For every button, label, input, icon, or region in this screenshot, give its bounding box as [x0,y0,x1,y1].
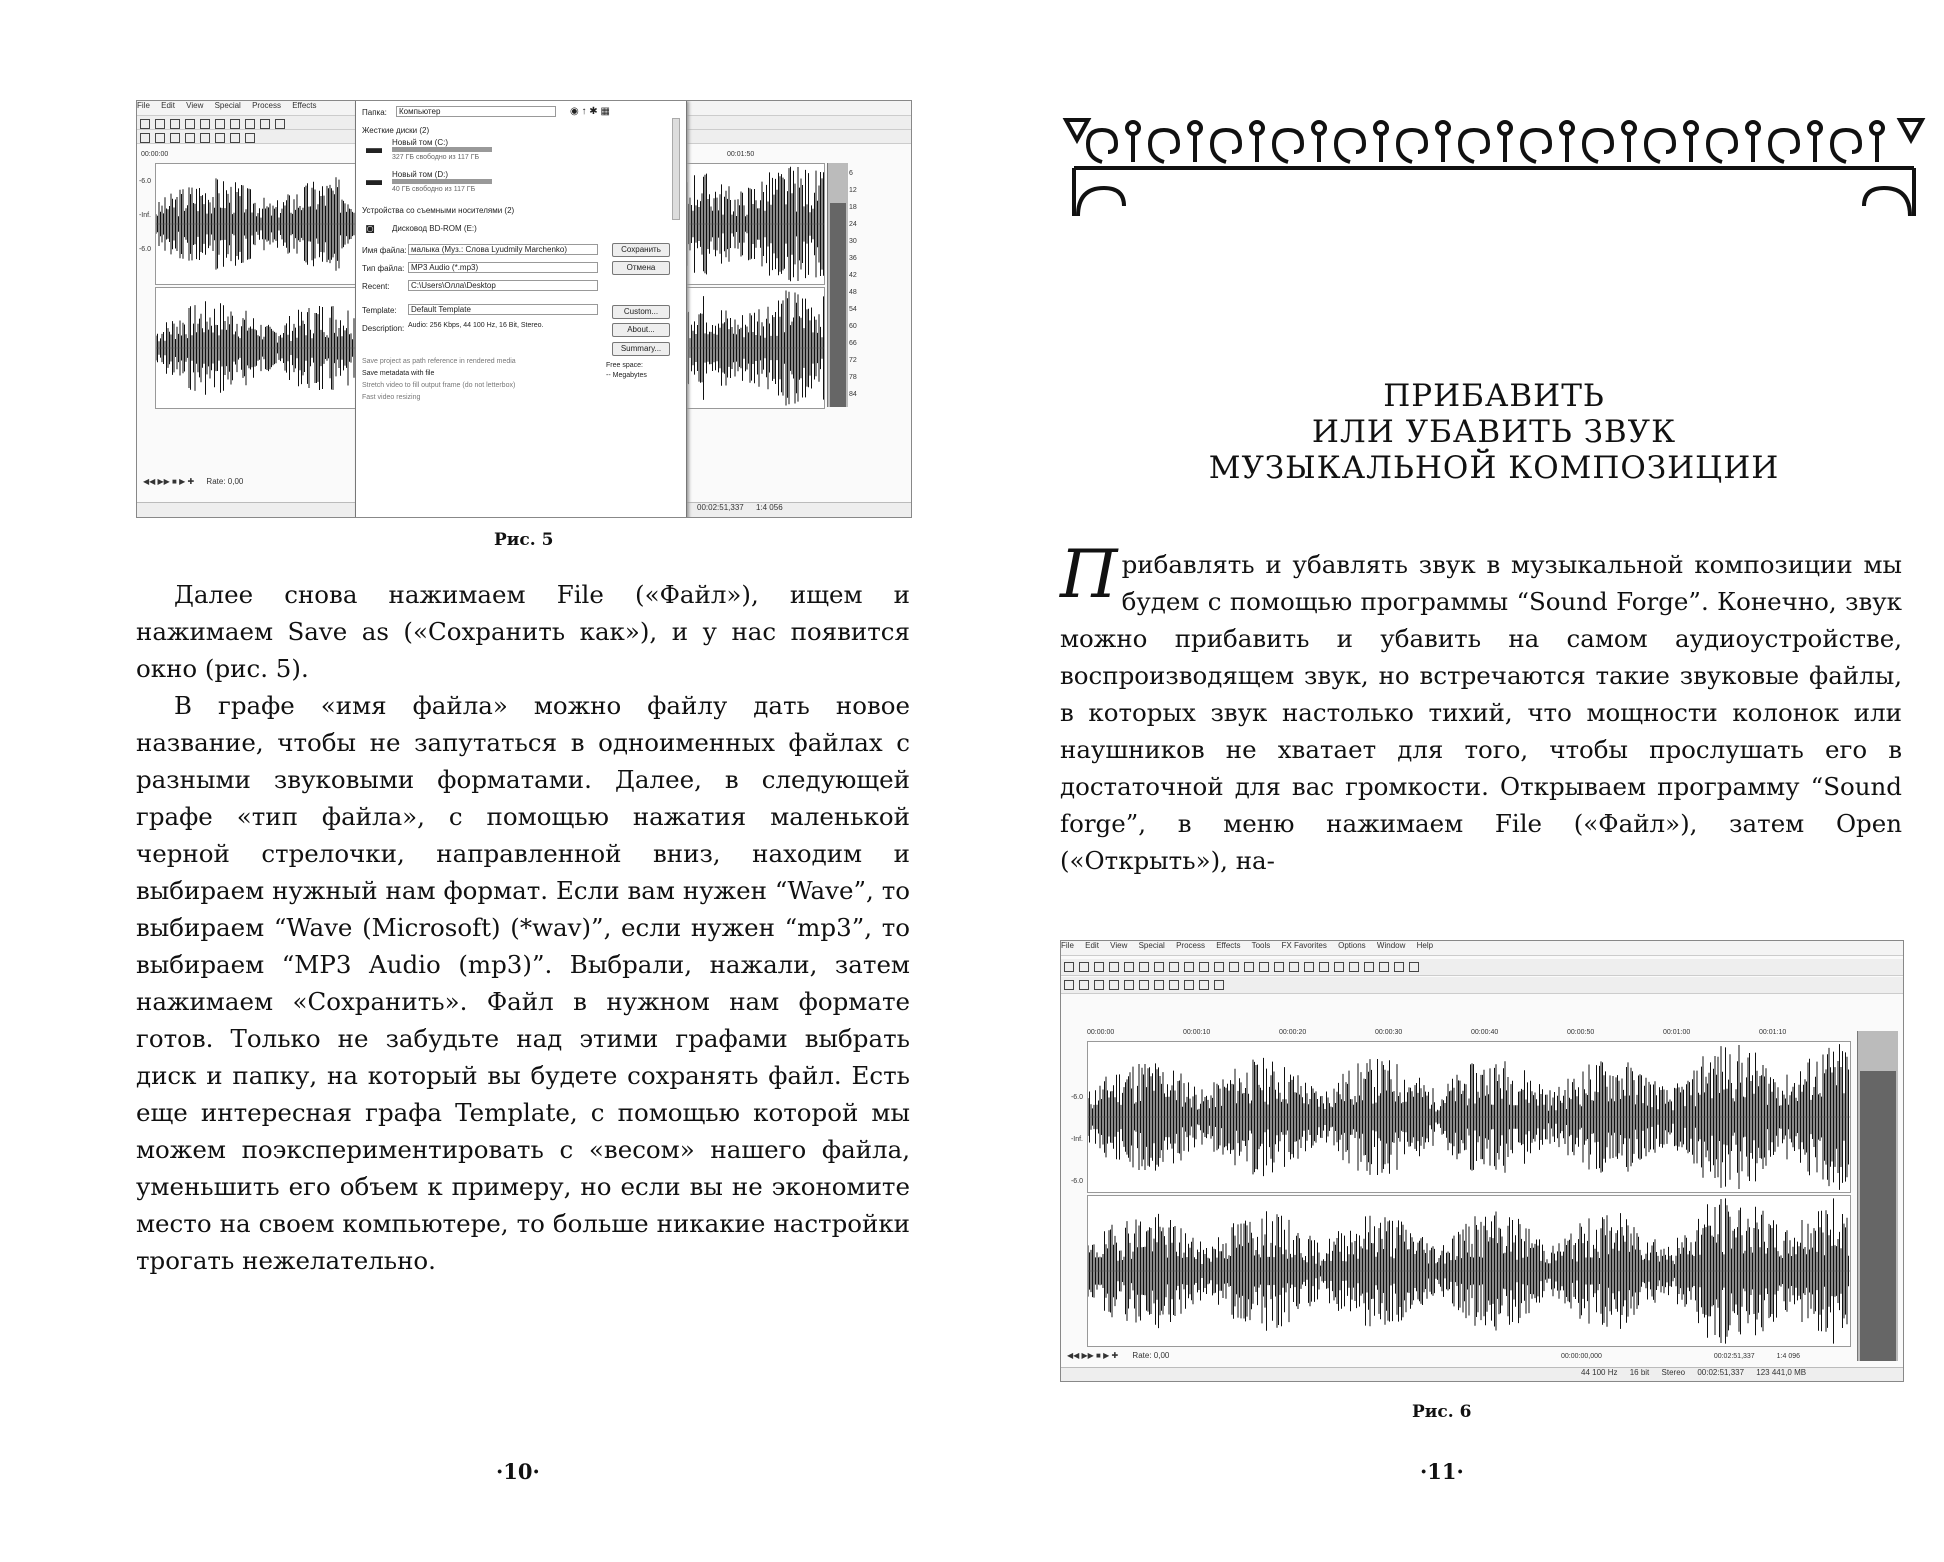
figure-5-caption: Рис. 5 [494,530,554,550]
editor-menubar [1061,941,1903,956]
menu-file[interactable]: File [1061,941,1074,950]
selection-end: 00:02:51,337 [1713,1353,1755,1360]
ornament-stroke [1074,168,1914,216]
meter-label: 24 [849,221,857,228]
transport-bar [1067,1351,1169,1360]
ornament-stroke [1623,122,1635,134]
db-label: -6.0 [1070,1094,1083,1101]
ruler-time: 00:01:00 [1663,1029,1691,1036]
ornament-stroke [1499,122,1511,134]
recent-select[interactable]: C:\Users\Олла\Desktop [408,280,598,291]
ornament-stroke [1708,130,1736,162]
ornament-stroke [1584,130,1612,162]
ornament-stroke [1561,122,1573,134]
ornament-stroke [1336,130,1364,162]
ruler-time: 00:00:40 [1471,1029,1499,1036]
ornament-stroke [1832,130,1860,162]
time-ruler [1087,1029,1857,1041]
transport-bar [143,477,243,486]
custom-button[interactable]: Custom... [612,305,670,319]
waveform-svg [1088,1196,1850,1346]
meter-label: 72 [849,357,857,364]
disk-d-bar [392,179,492,184]
meter-label: 36 [849,255,857,262]
ornament-stroke [1375,122,1387,134]
menu-process[interactable]: Process [252,101,281,110]
transport-icons[interactable]: ◀◀ ▶▶ ■ ▶ ✚ [1067,1351,1119,1360]
drop-cap: П [1060,536,1118,613]
ornament-stroke [1646,130,1674,162]
ruler-time: 00:00:20 [1279,1029,1307,1036]
db-label: -Inf. [138,212,151,219]
meter-label: 6 [849,170,853,177]
checkbox-save-metadata[interactable]: Save metadata with file [362,370,435,377]
waveform-channel-1[interactable] [1087,1041,1851,1193]
db-label: -6.0 [1070,1178,1083,1185]
summary-button[interactable]: Summary... [612,342,670,356]
ornament-stroke [1313,122,1325,134]
db-scale [137,165,151,267]
ruler-right [727,151,754,158]
ornament-stroke [1088,130,1116,162]
meter-label: 78 [849,374,857,381]
paragraph: Далее снова нажимаем File («Файл»), ищем и нажимаем Save as («Сохранить как»), и у нас появится окно (рис. 5). [136,580,910,683]
about-button[interactable]: About... [612,323,670,337]
ruler-time: 00:00:00 [141,151,169,158]
level-meter [1857,1031,1898,1361]
menu-view[interactable]: View [186,101,204,110]
meter-label: 42 [849,272,857,279]
free-space-value: -- Megabytes [606,372,647,379]
description-value: Audio: 256 Kbps, 44 100 Hz, 16 Bit, Stereo. [408,322,544,329]
meter-label: 48 [849,289,857,296]
ornament-stroke [1066,120,1088,140]
ornament-stroke [1150,130,1178,162]
meter-label: 60 [849,323,857,330]
ruler-time: 00:00:10 [1183,1029,1211,1036]
meter-label: 18 [849,204,857,211]
menu-window[interactable]: Window [1376,941,1406,950]
menu-edit[interactable]: Edit [1085,941,1099,950]
checkbox-save-project[interactable]: Save project as path reference in rendered media [362,358,516,365]
meter-label: 54 [849,306,857,313]
status-position: 00:02:51,337 [697,503,744,512]
paragraph: В графе «имя файла» можно файлу дать новое название, чтобы не запутаться в одноименных файлах с разными звуковыми форматами. Далее, в следующей графе «тип файла», с помощью нажатия маленькой черной стрелочки, направленной вниз, находим и выбираем нужный нам формат. Если вам нужен “Wave”, то выбираем “Wave (Microsoft) (*wav)”, если нужен “mp3”, то выбираем “MP3 Audio (mp3)”. Выбрали, нажали, затем нажимаем «Сохранить». Файл в нужном нам формате готов. Только не забудьте над этими графами выбрать диск и папку, на который вы будете сохранять файл. Есть еще интересная графа Template, с помощью которой мы можем поэкспериментировать с «весом» нашего файла, уменьшить его объем к примеру, но если вы не экономите место на своем компьютере, то больше никакие настройки трогать нежелательно. [136,691,910,1275]
recent-label: Recent: [362,282,390,291]
meter-label: 12 [849,187,857,194]
page-number-right: ·11· [1420,1459,1464,1484]
ornament-stroke [1274,130,1302,162]
nav-icons[interactable]: ◉ ↑ ✱ ▦ [570,106,610,117]
transport-icons[interactable]: ◀◀ ▶▶ ■ ▶ ✚ [143,477,195,486]
selection-readout [1561,1353,1800,1360]
status-bar [1061,1367,1903,1381]
status-size: 123 441,0 MB [1756,1368,1807,1377]
description-label: Description: [362,324,405,333]
ruler-time: 00:00:30 [1375,1029,1403,1036]
ornament-stroke [1189,122,1201,134]
checkbox-stretch-video[interactable]: Stretch video to fill output frame (do not letterbox) [362,382,516,389]
waveform-svg [1088,1042,1850,1192]
db-label: -6.0 [138,246,151,253]
status-bits: 16 bit [1629,1368,1650,1377]
ornament-stroke [1747,122,1759,134]
ornament-header [1054,108,1934,224]
status-zoom: 1:4 056 [755,503,783,512]
transport-toolbar [1061,977,1903,994]
paragraph-text: рибавлять и убавлять звук в музыкальной композиции мы будем с помощью программы “Sound Forge”. Конечно, звук можно прибавить и убавить на самом аудиоустройстве, воспроизводящем звук, но встречаются такие звуковые файлы, в которых звук настолько тихий, что мощности колонок или наушников не хватает для того, чтобы прослушать его в достаточной для вас громкости. Открываем программу “Sound forge”, в меню нажимаем File («Файл»), затем Open («Открыть»), на- [1060,550,1902,875]
section-removable: Устройства со съемными носителями (2) [362,206,515,215]
disk-c-free: 327 ГБ свободно из 117 ГБ [392,154,480,161]
checkbox-fast-resize[interactable]: Fast video resizing [362,394,421,401]
menu-fx-favorites[interactable]: FX Favorites [1281,941,1327,950]
ornament-stroke [1251,122,1263,134]
menu-special[interactable]: Special [1138,941,1165,950]
menu-help[interactable]: Help [1416,941,1434,950]
ornament-stroke [1900,120,1922,140]
meter-scale [849,165,857,403]
ornament-stroke [1460,130,1488,162]
waveform-channel-2[interactable] [1087,1195,1851,1347]
folder-select[interactable]: Компьютер [396,106,556,117]
ornament-stroke [1212,130,1240,162]
ornament-stroke [1437,122,1449,134]
db-label: -Inf. [1070,1136,1083,1143]
ruler-time: 00:01:10 [1759,1029,1787,1036]
ruler-time: 00:01:50 [727,151,755,158]
menu-special[interactable]: Special [214,101,241,110]
ornament-stroke [1522,130,1550,162]
disk-c-bar [392,147,492,152]
menu-options[interactable]: Options [1338,941,1366,950]
selection-start: 00:00:00,000 [1561,1353,1602,1360]
free-space-label: Free space: [606,362,643,369]
menu-effects[interactable]: Effects [1216,941,1241,950]
ruler-time: 00:00:50 [1567,1029,1595,1036]
right-page [972,0,1944,1562]
db-label: -6.0 [138,178,151,185]
meter-label: 66 [849,340,857,347]
menu-process[interactable]: Process [1176,941,1205,950]
heading-line-2: ИЛИ УБАВИТЬ ЗВУК [1311,414,1677,450]
figure-6-screenshot [1060,940,1904,1382]
filetype-select[interactable]: MP3 Audio (*.mp3) [408,262,598,273]
save-button[interactable]: Сохранить [612,243,670,257]
rate-label: Rate: 0,00 [1132,1351,1170,1360]
ruler-left [141,151,168,158]
heading-line-1: ПРИБАВИТЬ [1383,378,1605,414]
ornament-stroke [1078,188,1124,216]
meter-label: 84 [849,391,857,398]
disk-d-free: 40 ГБ свободно из 117 ГБ [392,186,476,193]
drive-e[interactable]: Дисковод BD-ROM (E:) [392,224,477,233]
section-hard-disks: Жесткие диски (2) [362,126,430,135]
status-freq: 44 100 Hz [1581,1368,1618,1377]
ornament-stroke [1871,122,1883,134]
bd-drive-icon: ◙ [366,220,375,236]
cancel-button[interactable]: Отмена [612,261,670,275]
left-body-text [136,576,910,1279]
paragraph [1060,536,1902,879]
ornament-stroke [1685,122,1697,134]
status-channels: Stereo [1661,1368,1686,1377]
menu-tools[interactable]: Tools [1251,941,1271,950]
rate-label: Rate: 0,00 [206,477,244,486]
disk-d-name[interactable]: Новый том (D:) [392,170,448,179]
filename-input[interactable]: малыка (Муз.: Слова Lyudmily Marchenko) [408,244,598,255]
db-scale [1065,1077,1083,1203]
template-label: Template: [362,306,397,315]
ornament-stroke [1770,130,1798,162]
right-body-text [1060,536,1902,879]
level-meter [827,163,848,407]
filename-label: Имя файла: [362,246,407,255]
status-length: 00:02:51,337 [1697,1368,1745,1377]
figure-6-caption: Рис. 6 [1412,1402,1472,1422]
heading-line-3: МУЗЫКАЛЬНОЙ КОМПОЗИЦИИ [1208,450,1780,486]
disk-icon: ▬ [366,140,382,157]
disk-icon: ▬ [366,172,382,189]
template-select[interactable]: Default Template [408,304,598,315]
menu-edit[interactable]: Edit [161,101,175,110]
menu-effects[interactable]: Effects [292,101,317,110]
figure-5-screenshot [136,100,912,518]
filetype-label: Тип файла: [362,264,405,273]
disk-c-name[interactable]: Новый том (C:) [392,138,448,147]
menu-file[interactable]: File [137,101,150,110]
ornament-stroke [1127,122,1139,134]
scrollbar[interactable] [672,118,680,220]
zoom-ratio: 1:4 096 [1776,1353,1801,1360]
ruler-time: 00:00:00 [1087,1029,1115,1036]
ornament-stroke [1864,188,1910,216]
folder-label: Папка: [362,108,387,117]
save-as-dialog [355,100,687,518]
section-heading [1052,378,1936,486]
menu-view[interactable]: View [1110,941,1128,950]
toolbar [1061,959,1903,976]
ornament-stroke [1398,130,1426,162]
ornament-stroke [1809,122,1821,134]
meter-label: 30 [849,238,857,245]
page-number-left: ·10· [496,1459,540,1484]
